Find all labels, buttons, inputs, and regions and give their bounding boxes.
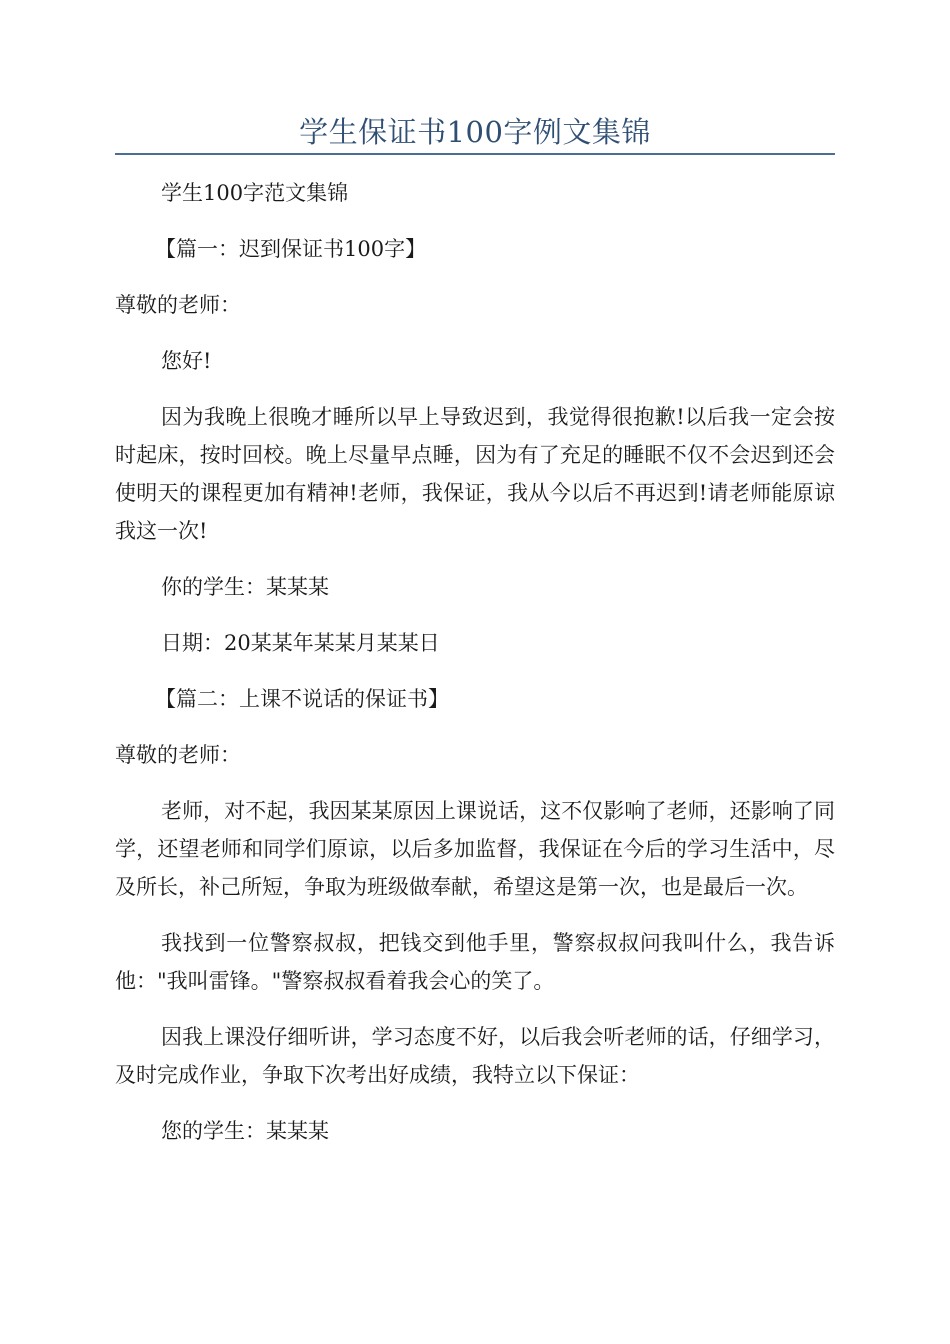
title-underline (115, 153, 835, 155)
signature-1: 你的学生：某某某 (161, 575, 329, 599)
body-paragraph-1: 因为我晚上很晚才睡所以早上导致迟到，我觉得很抱歉!以后我一定会按时起床，按时回校。晚上尽量早点睡，因为有了充足的睡眠不仅不会迟到还会使明天的课程更加有精神!老师，我保证，我从今以后不再迟到!请老师能原谅我这一次! (115, 405, 835, 543)
document-body (115, 174, 835, 1168)
salutation-1: 尊敬的老师： (115, 293, 241, 317)
date-line: 日期：20某某年某某月某某日 (161, 631, 440, 655)
salutation-2: 尊敬的老师： (115, 743, 241, 767)
document-title: 学生保证书100字例文集锦 (299, 115, 651, 149)
section-heading-2: 【篇二：上课不说话的保证书】 (155, 687, 449, 711)
section-heading-1: 【篇一：迟到保证书100字】 (155, 237, 427, 261)
body-paragraph-4: 因我上课没仔细听讲，学习态度不好，以后我会听老师的话，仔细学习，及时完成作业，争取下次考出好成绩，我特立以下保证： (115, 1025, 835, 1087)
signature-2: 您的学生：某某某 (161, 1119, 329, 1143)
greeting: 您好! (161, 349, 212, 373)
body-paragraph-3: 我找到一位警察叔叔，把钱交到他手里，警察叔叔问我叫什么，我告诉他："我叫雷锋。"警察叔叔看着我会心的笑了。 (115, 931, 835, 993)
intro-line: 学生100字范文集锦 (161, 181, 349, 205)
body-paragraph-2: 老师，对不起，我因某某原因上课说话，这不仅影响了老师，还影响了同学，还望老师和同学们原谅，以后多加监督，我保证在今后的学习生活中，尽及所长，补己所短，争取为班级做奉献，希望这是第一次，也是最后一次。 (115, 799, 835, 899)
